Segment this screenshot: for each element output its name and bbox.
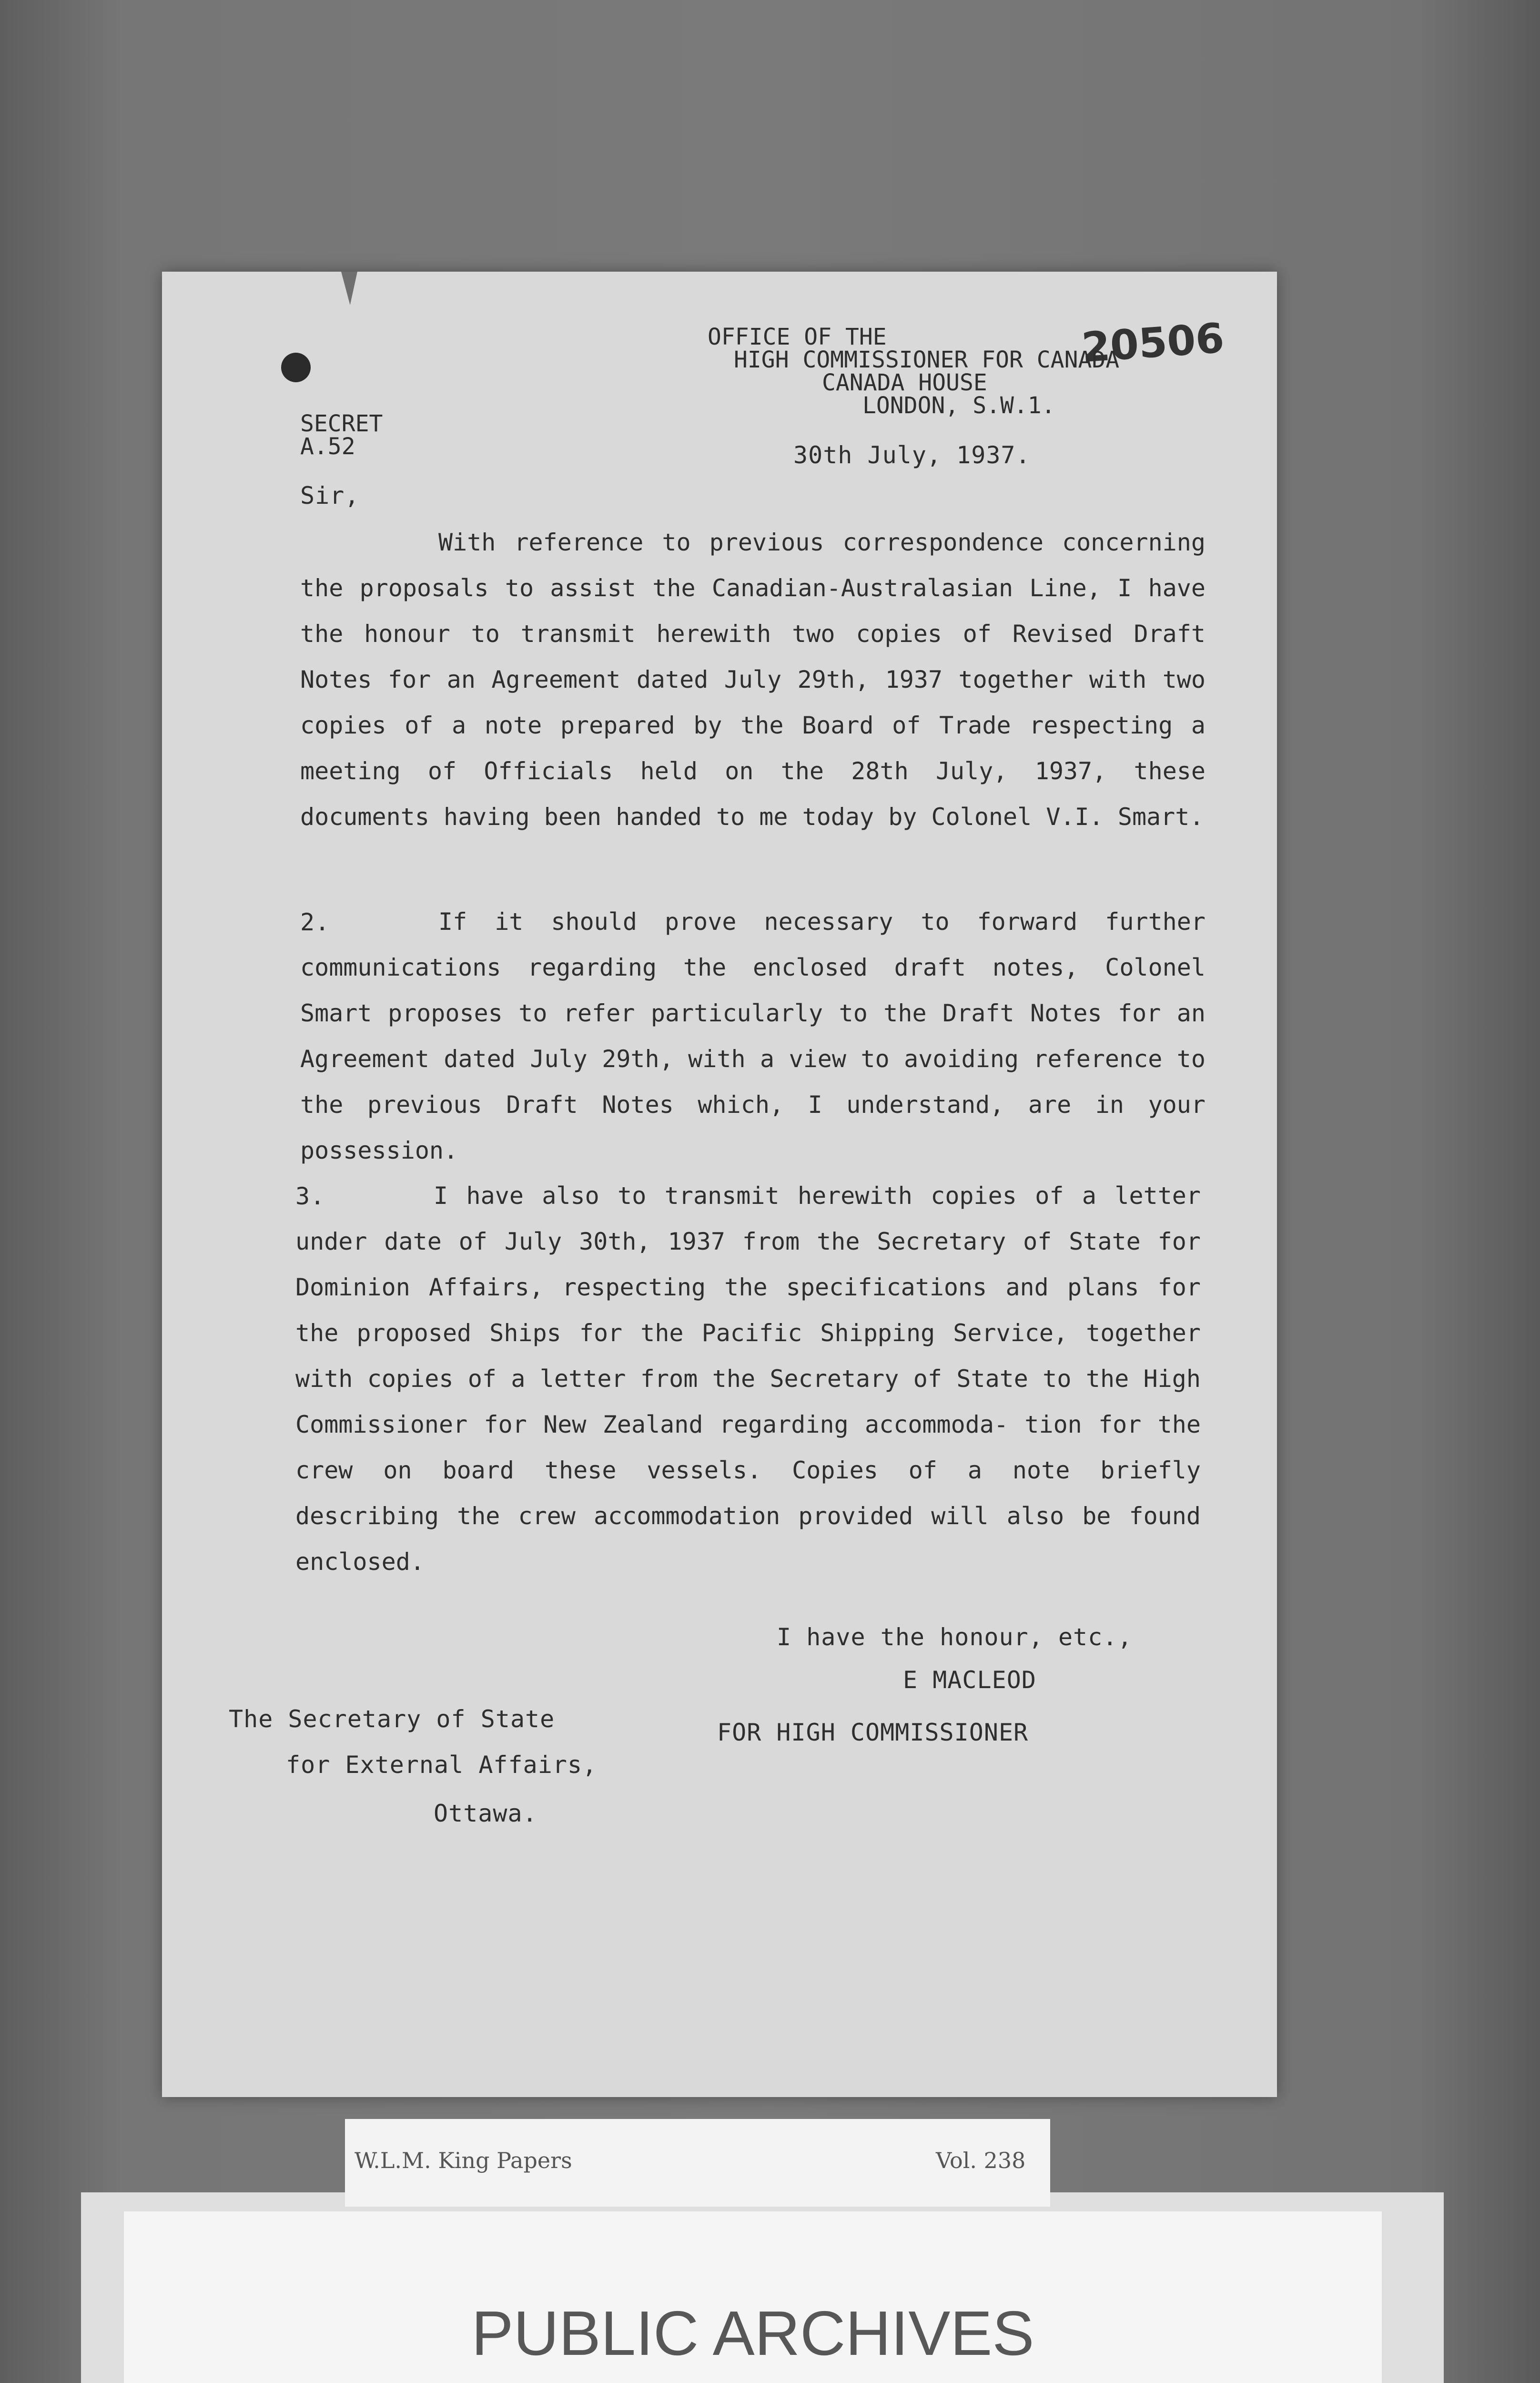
header-line-2: HIGH COMMISSIONER FOR CANADA	[734, 346, 1120, 373]
collection-name: W.L.M. King Papers	[355, 2148, 572, 2173]
closing: I have the honour, etc.,	[777, 1623, 1133, 1651]
header-line-1: OFFICE OF THE	[708, 324, 887, 350]
archive-card	[81, 2192, 1444, 2383]
letter-page	[162, 272, 1277, 2097]
addressee-line-1: The Secretary of State	[229, 1705, 555, 1733]
archive-card-face	[124, 2211, 1382, 2383]
paragraph-2-number: 2.	[300, 908, 330, 936]
paragraph-2: If it should prove necessary to forward further communications regarding the enclosed draft notes, Colonel Smart proposes to refer particularly to the Draft Notes for an Agreement dated July 29th, with a view to avoiding reference to the previous Draft Notes which, I understand, are in your possession.	[300, 908, 1206, 1164]
paragraph-3: I have also to transmit herewith copies of a letter under date of July 30th, 1937 from the Secretary of State for Dominion Affairs, respecting the specifications and plans for the proposed Ships for the Pacific Shipping Service, together with copies of a letter from the Secretary of State to the High Commissioner for New Zealand regarding accommoda- tion for the crew on board these vessels. Copies of a note briefly describing the crew accommodation provided will also be found enclosed.	[295, 1182, 1201, 1576]
addressee-line-3: Ottawa.	[434, 1800, 537, 1827]
file-stamp-number: 20506	[1080, 314, 1226, 372]
archive-title-english: PUBLIC ARCHIVES	[471, 2298, 1034, 2368]
salutation: Sir,	[300, 482, 360, 509]
paragraph-1: With reference to previous correspondence concerning the proposals to assist the Canadian-Australasian Line, I have the honour to transmit herewith two copies of Revised Draft Notes for an Agreement dated July 29th, 1937 together with two copies of a note prepared by the Board of Trade respecting a meeting of Officials held on the 28th July, 1937, these documents having been handed to me today by Colonel V.I. Smart.	[300, 529, 1206, 831]
paragraph-3-number: 3.	[295, 1182, 325, 1210]
collection-label	[345, 2119, 1050, 2207]
classification: SECRET	[300, 410, 383, 437]
header-line-3: CANADA HOUSE	[822, 369, 987, 396]
reference-number: A.52	[300, 433, 355, 460]
page-tear	[341, 272, 357, 305]
letter-date: 30th July, 1937.	[793, 441, 1031, 469]
signatory-title: FOR HIGH COMMISSIONER	[717, 1719, 1029, 1746]
punch-hole	[281, 353, 311, 382]
addressee-line-2: for External Affairs,	[286, 1751, 598, 1779]
signatory-name: E MACLEOD	[903, 1666, 1036, 1694]
header-line-4: LONDON, S.W.1.	[862, 392, 1055, 419]
volume-number: Vol. 238	[936, 2148, 1026, 2173]
